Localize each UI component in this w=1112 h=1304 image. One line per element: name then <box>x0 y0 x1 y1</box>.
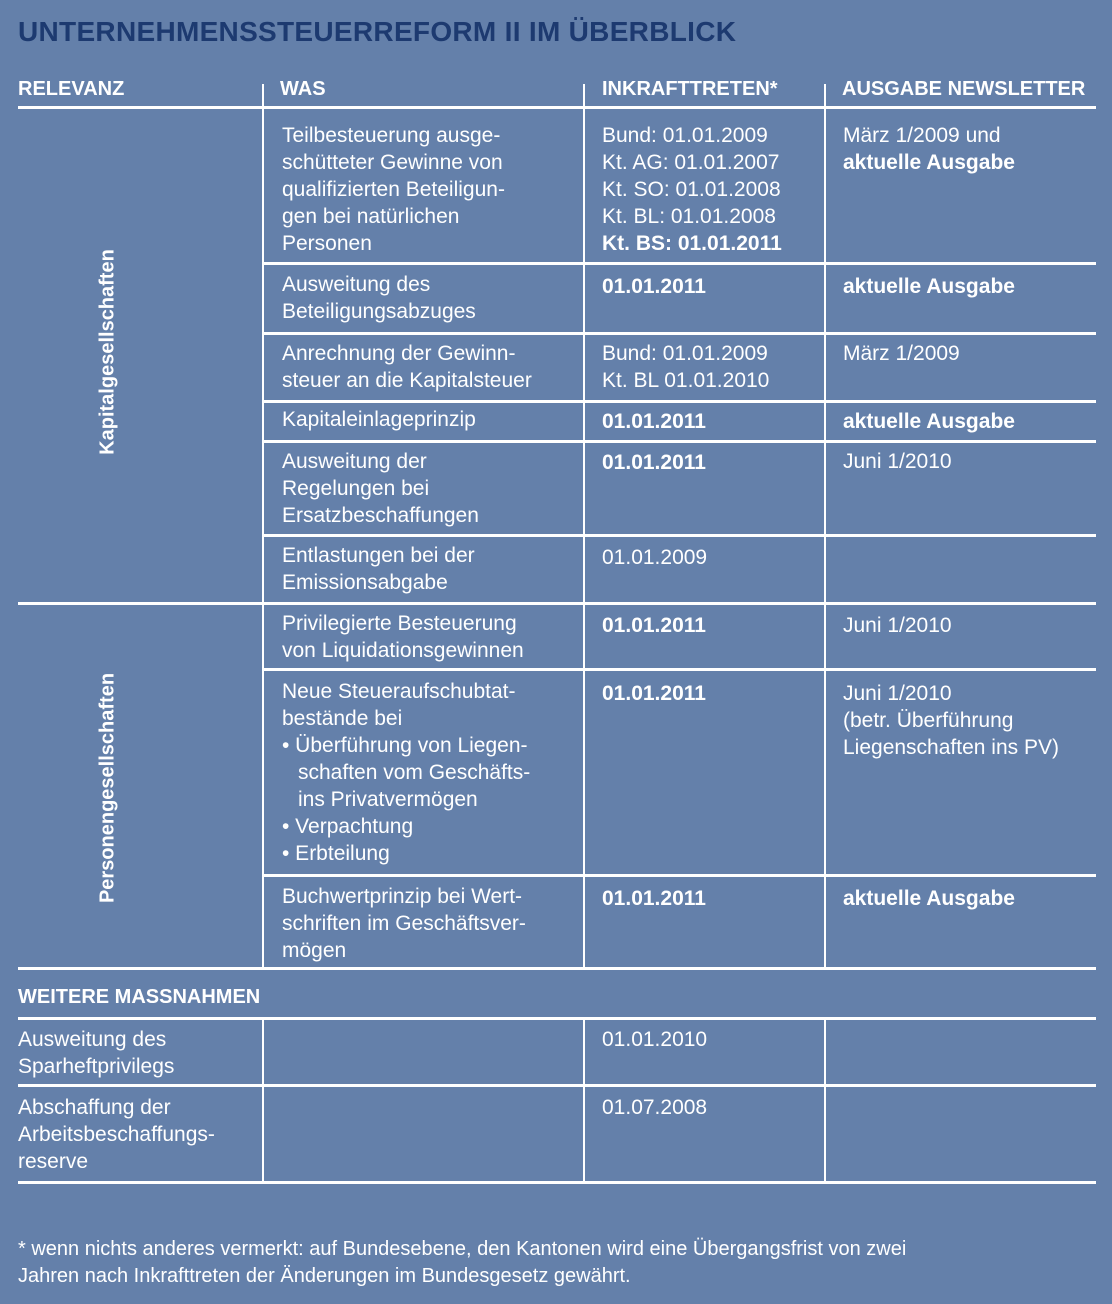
group-label-kapitalgesellschaften: Kapitalgesellschaften <box>96 249 119 455</box>
cell-inkrafttreten: 01.01.2011 <box>602 410 706 433</box>
group-label-personengesellschaften: Personengesellschaften <box>96 672 119 904</box>
cell-inkrafttreten: Bund: 01.01.2009 Kt. AG: 01.01.2007 Kt. SO: 01.01.2008 Kt. BL: 01.01.2008 Kt. BS: 01.01.2011 <box>602 124 782 255</box>
header-divider <box>262 84 264 106</box>
cell-inkrafttreten: 01.01.2011 <box>602 887 706 910</box>
header-divider <box>583 84 585 106</box>
cell-was: Neue Steueraufschubtat- bestände bei • Überführung von Liegen- schaften vom Geschäfts- ins Privatvermögen • Verpachtung • Erbteilung <box>282 680 531 865</box>
cell-inkrafttreten: 01.01.2011 <box>602 451 706 474</box>
header-was: WAS <box>280 78 326 100</box>
cell-was: Buchwertprinzip bei Wert- schriften im Geschäftsver- mögen <box>282 885 526 962</box>
cell-was: Ausweitung der Regelungen bei Ersatzbeschaffungen <box>282 450 479 527</box>
row-divider <box>264 332 1096 335</box>
row-divider <box>264 874 1096 877</box>
cell-ausgabe: Juni 1/2010 (betr. Überführung Liegenschaften ins PV) <box>843 682 1059 759</box>
cell-ausgabe: aktuelle Ausgabe <box>843 887 1015 910</box>
header-rule <box>18 106 1096 109</box>
cell-weitere-was: Ausweitung des Sparheftprivilegs <box>18 1028 175 1078</box>
cell-was: Ausweitung des Beteiligungsabzuges <box>282 273 476 323</box>
cell-was: Kapitaleinlageprinzip <box>282 408 476 431</box>
row-divider <box>264 534 1096 537</box>
cell-ausgabe: aktuelle Ausgabe <box>843 410 1015 433</box>
row-divider <box>264 400 1096 403</box>
cell-was: Entlastungen bei der Emissionsabgabe <box>282 544 475 594</box>
cell-inkrafttreten: Bund: 01.01.2009 Kt. BL 01.01.2010 <box>602 342 770 392</box>
cell-was: Teilbesteuerung ausge- schütteter Gewinne von qualifizierten Beteiligun- gen bei natürlichen Personen <box>282 124 505 255</box>
cell-was: Anrechnung der Gewinn- steuer an die Kapitalsteuer <box>282 342 532 392</box>
footnote: * wenn nichts anderes vermerkt: auf Bundesebene, den Kantonen wird eine Übergangsfrist von zwei Jahren nach Inkrafttreten der Änderungen im Bundesgesetz gewährt. <box>18 1238 907 1287</box>
cell-weitere-inkrafttreten: 01.01.2010 <box>602 1028 708 1051</box>
cell-ausgabe: März 1/2009 und aktuelle Ausgabe <box>843 124 1015 174</box>
section-rule <box>18 1017 1096 1020</box>
row-divider <box>264 440 1096 443</box>
column-divider <box>824 1019 826 1182</box>
group-divider <box>18 602 1096 605</box>
cell-was: Privilegierte Besteuerung von Liquidationsgewinnen <box>282 612 524 662</box>
column-divider <box>262 1019 264 1182</box>
cell-inkrafttreten: 01.01.2009 <box>602 546 708 569</box>
cell-ausgabe: Juni 1/2010 <box>843 450 952 473</box>
header-relevanz: RELEVANZ <box>18 78 125 100</box>
column-divider <box>262 108 264 968</box>
column-divider <box>583 108 585 968</box>
cell-weitere-inkrafttreten: 01.07.2008 <box>602 1096 708 1119</box>
header-inkrafttreten: INKRAFTTRETEN* <box>602 78 778 100</box>
cell-inkrafttreten: 01.01.2011 <box>602 682 706 705</box>
header-divider <box>824 84 826 106</box>
column-divider <box>824 108 826 968</box>
table-bottom-rule <box>18 1181 1096 1184</box>
cell-weitere-was: Abschaffung der Arbeitsbeschaffungs- reserve <box>18 1096 215 1173</box>
column-divider <box>583 1019 585 1182</box>
cell-ausgabe: Juni 1/2010 <box>843 614 952 637</box>
section-heading-weitere-massnahmen: WEITERE MASSNAHMEN <box>18 986 261 1008</box>
page-title: UNTERNEHMENSSTEUERREFORM II IM ÜBERBLICK <box>18 16 737 47</box>
table-rule <box>18 967 1096 970</box>
cell-inkrafttreten: 01.01.2011 <box>602 614 706 637</box>
row-divider <box>264 668 1096 671</box>
cell-ausgabe: März 1/2009 <box>843 342 960 365</box>
row-divider <box>18 1084 1096 1087</box>
cell-inkrafttreten: 01.01.2011 <box>602 275 706 298</box>
cell-ausgabe: aktuelle Ausgabe <box>843 275 1015 298</box>
header-ausgabe-newsletter: AUSGABE NEWSLETTER <box>842 78 1086 100</box>
row-divider <box>264 262 1096 265</box>
